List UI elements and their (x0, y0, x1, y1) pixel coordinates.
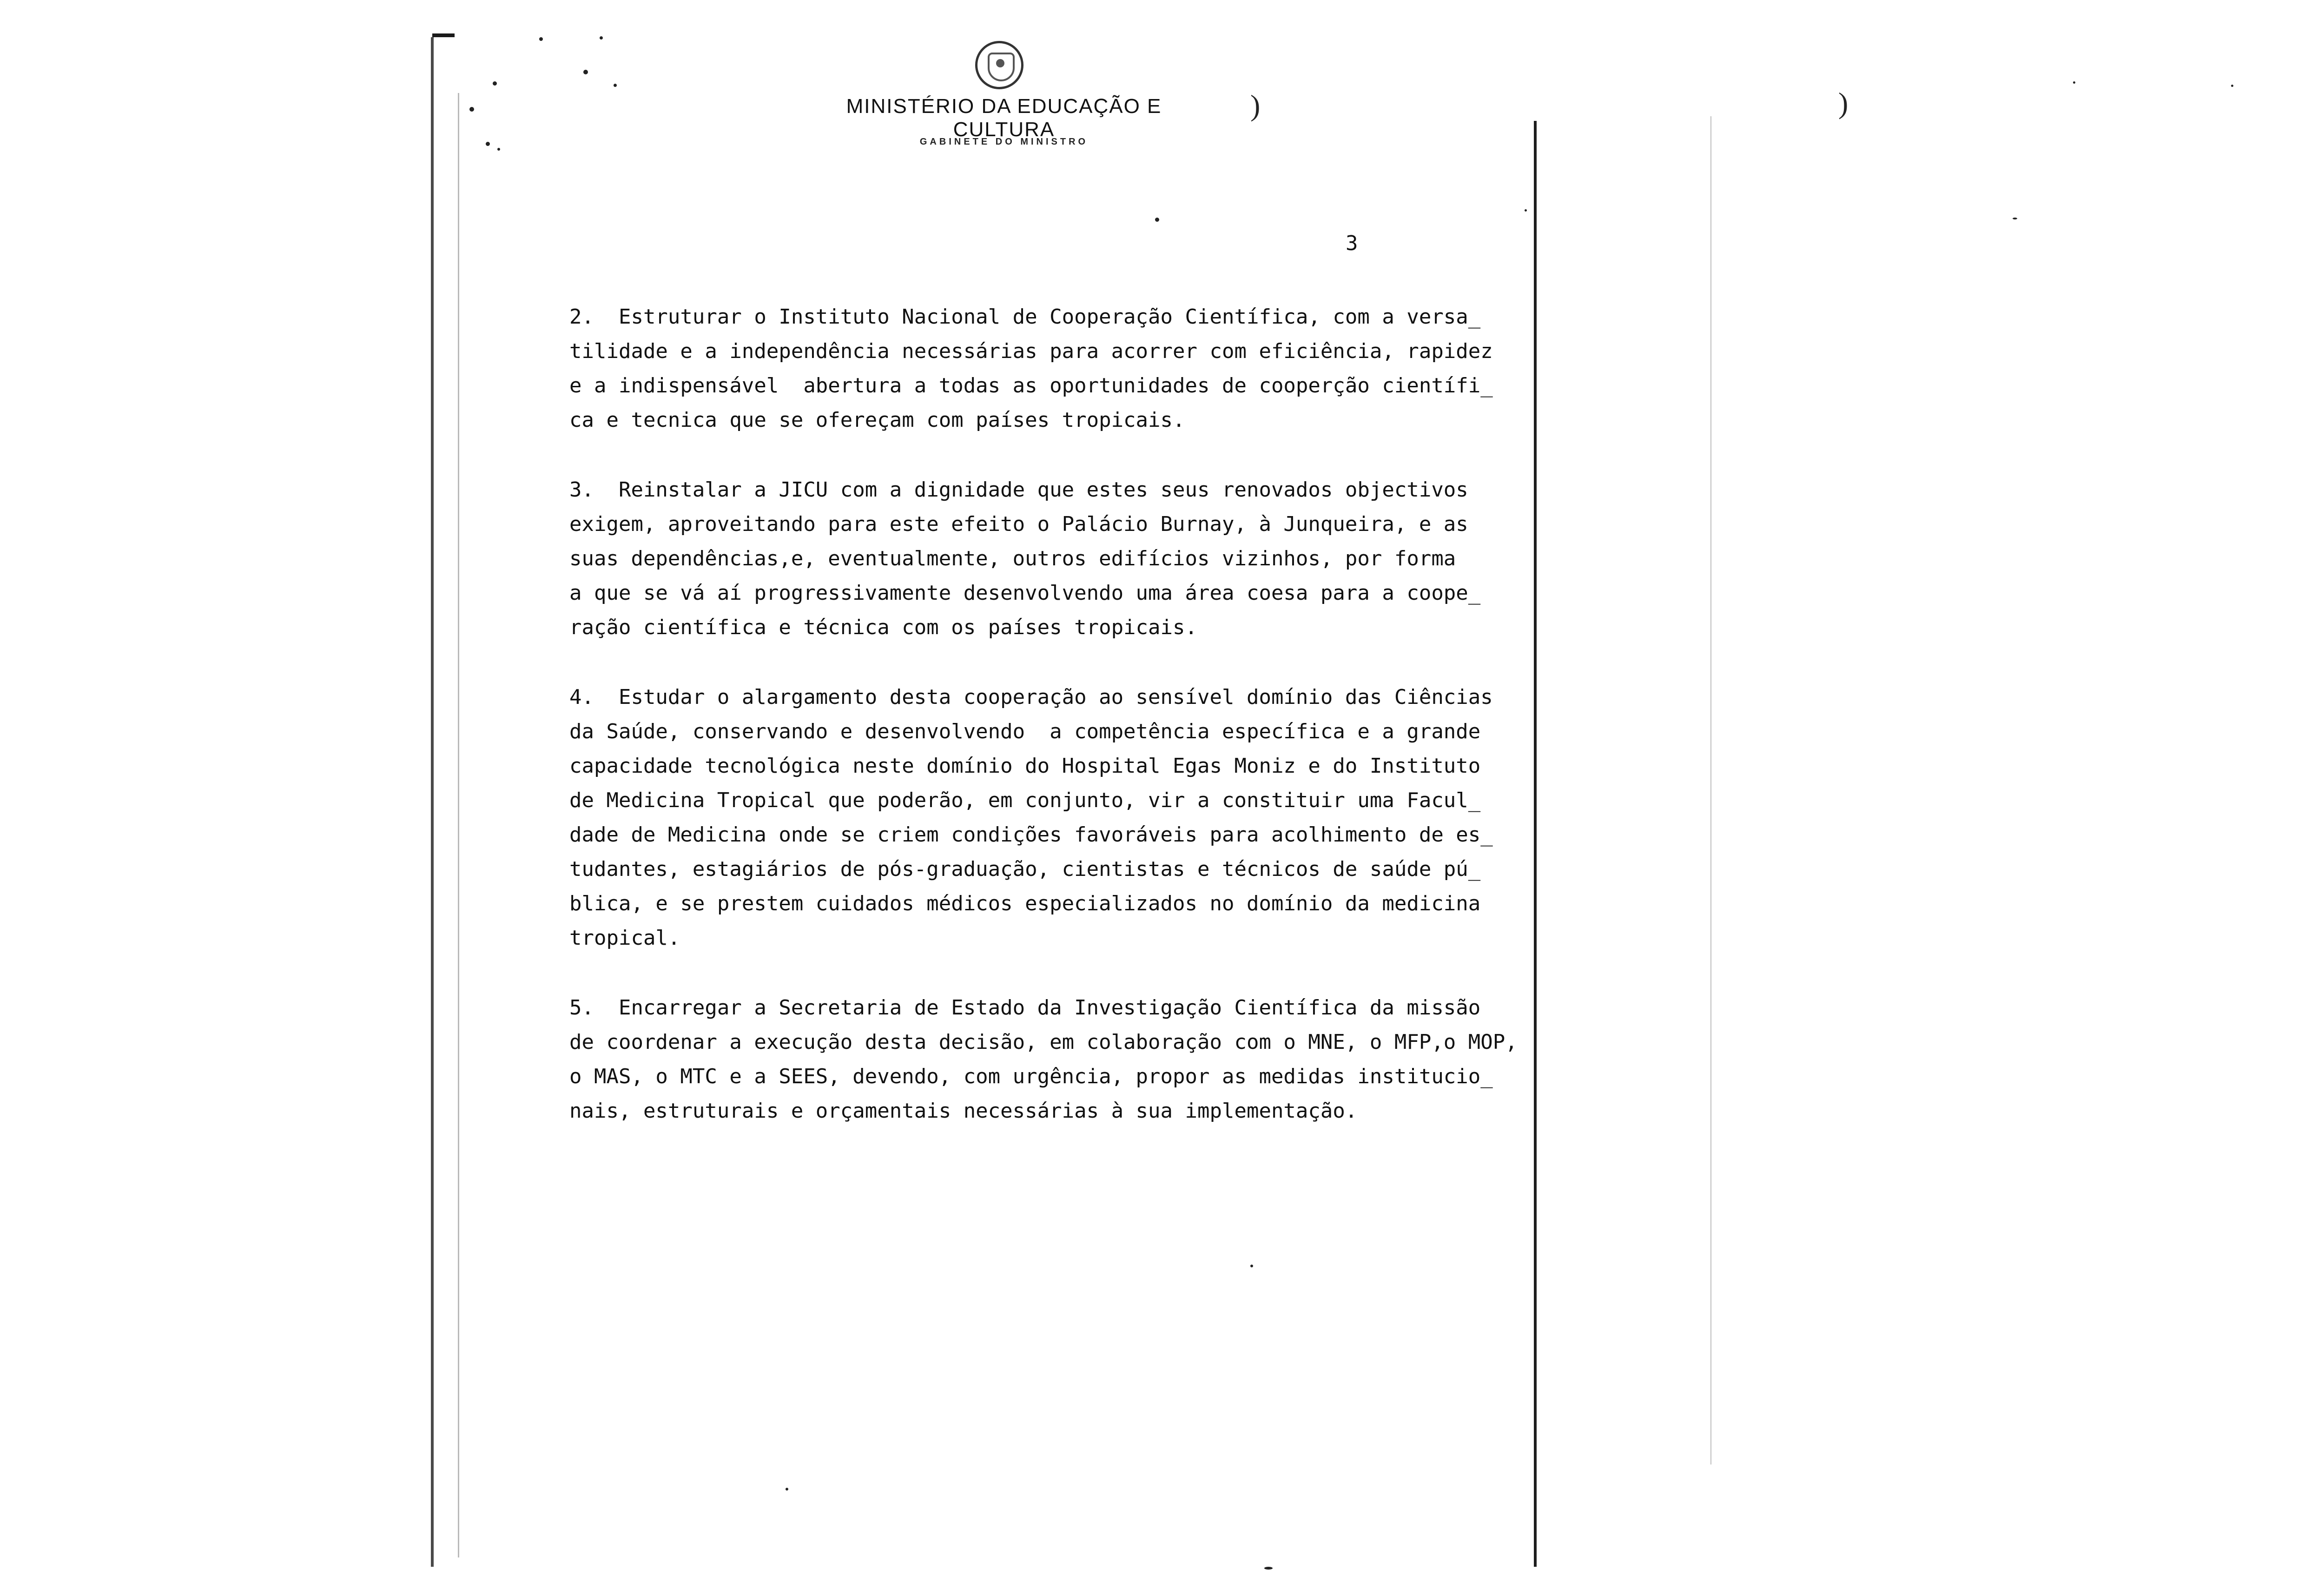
scan-corner-mark (432, 33, 455, 37)
speck (2013, 218, 2017, 219)
coat-of-arms-icon (975, 41, 1023, 89)
page-left-edge (431, 37, 434, 1567)
speck (497, 148, 500, 151)
text-line: tudantes, estagiários de pós-graduação, cientistas e técnicos de saúde pú_ (569, 857, 1481, 881)
speck (786, 1488, 788, 1491)
margin-mark: ) (1250, 89, 1261, 122)
page-number: 3 (1346, 232, 1358, 255)
text-line: da Saúde, conservando e desenvolvendo a competência específica e a grande (569, 720, 1481, 743)
text-line: suas dependências,e, eventualmente, outros edifícios vizinhos, por forma (569, 547, 1456, 570)
speck (1264, 1567, 1273, 1570)
paragraph-5 (569, 991, 1518, 1128)
speck (2231, 85, 2233, 87)
speck (1525, 209, 1527, 212)
text-line: 4. Estudar o alargamento desta cooperação ao sensível domínio das Ciências (569, 685, 1493, 709)
paragraph-3 (569, 473, 1481, 645)
text-line: ração científica e técnica com os países tropicais. (569, 616, 1198, 639)
speck (493, 81, 497, 86)
text-line: 2. Estruturar o Instituto Nacional de Cooperação Científica, com a versa_ (569, 305, 1481, 329)
text-line: de Medicina Tropical que poderão, em conjunto, vir a constituir uma Facul_ (569, 788, 1481, 812)
paragraph-2 (569, 300, 1493, 437)
text-line: capacidade tecnológica neste domínio do Hospital Egas Moniz e do Instituto (569, 754, 1481, 778)
speck (600, 36, 603, 40)
speck (614, 84, 617, 87)
text-line: 5. Encarregar a Secretaria de Estado da Investigação Científica da missão (569, 996, 1481, 1020)
text-line: de coordenar a execução desta decisão, em colaboração com o MNE, o MFP,o MOP, (569, 1030, 1518, 1054)
text-line: o MAS, o MTC e a SEES, devendo, com urgência, propor as medidas institucio_ (569, 1065, 1493, 1088)
speck (2073, 81, 2075, 84)
text-line: tropical. (569, 926, 680, 950)
page-right-edge (1534, 121, 1537, 1567)
speck (1250, 1265, 1253, 1267)
page-left-edge-shadow (458, 93, 459, 1557)
margin-mark-right: ) (1838, 86, 1849, 119)
paragraph-4 (569, 680, 1493, 955)
text-line: 3. Reinstalar a JICU com a dignidade que estes seus renovados objectivos (569, 478, 1468, 502)
text-line: exigem, aproveitando para este efeito o Palácio Burnay, à Junqueira, e as (569, 512, 1468, 536)
text-line: ca e tecnica que se ofereçam com países tropicais. (569, 408, 1185, 432)
text-line: tilidade e a independência necessárias para acorrer com eficiência, rapidez (569, 339, 1493, 363)
text-line: nais, estruturais e orçamentais necessárias à sua implementação. (569, 1099, 1358, 1123)
ministry-name: MINISTÉRIO DA EDUCAÇÃO E CULTURA (846, 95, 1162, 141)
speck (583, 70, 588, 74)
text-line: e a indispensável abertura a todas as oportunidades de cooperção científi_ (569, 374, 1493, 398)
speck (539, 37, 543, 41)
text-line: dade de Medicina onde se criem condições favoráveis para acolhimento de es_ (569, 823, 1493, 847)
office-name: GABINETE DO MINISTRO (919, 137, 1089, 147)
document-body (569, 300, 1518, 1164)
page-fold-shadow (1710, 116, 1711, 1464)
speck (486, 142, 490, 146)
speck (1155, 218, 1159, 222)
speck (469, 107, 474, 112)
text-line: a que se vá aí progressivamente desenvolvendo uma área coesa para a coope_ (569, 581, 1481, 605)
text-line: blica, e se prestem cuidados médicos especializados no domínio da medicina (569, 892, 1481, 915)
